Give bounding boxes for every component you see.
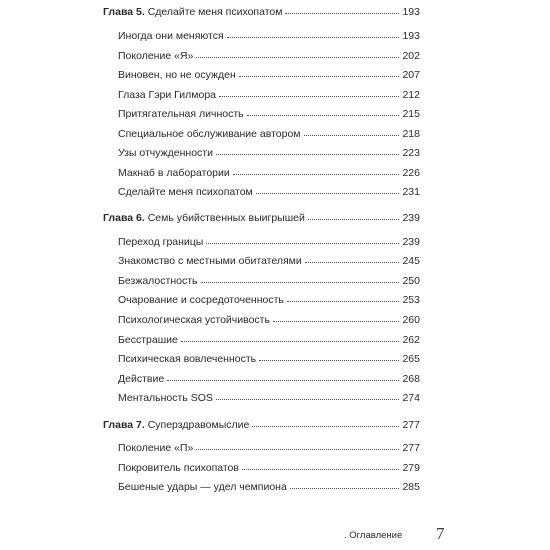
toc-section-entry (118, 461, 420, 475)
toc-section-entry (118, 235, 420, 249)
page-number: 218 (402, 128, 420, 140)
section-title: Глаза Гэри Гилмора (118, 89, 217, 101)
page-number: 245 (402, 255, 420, 267)
page-number: 265 (402, 353, 420, 365)
page-number: 279 (402, 462, 420, 474)
section-title: Действие (118, 373, 165, 385)
dot-leader (206, 240, 399, 244)
page-number: 231 (402, 186, 420, 198)
page-number: 226 (402, 167, 420, 179)
dot-leader (196, 446, 399, 450)
page-number: 215 (402, 108, 420, 120)
page-number: 250 (402, 275, 420, 287)
section-title: Очарование и сосредоточенность (118, 294, 284, 306)
page-number: 285 (402, 481, 420, 493)
section-title: Психологическая устойчивость (118, 314, 270, 326)
toc-section-entry (118, 146, 420, 160)
page-folio: 7 (436, 524, 445, 543)
section-title: Покровитель психопатов (118, 462, 239, 474)
toc-section-entry (118, 480, 420, 494)
toc-section-entry (118, 391, 420, 405)
section-title: Притягательная личность (118, 108, 244, 120)
page-number: 193 (402, 6, 420, 18)
dot-leader (227, 34, 400, 38)
dot-leader (167, 377, 399, 381)
page-number: 268 (402, 373, 420, 385)
toc-section-entry (118, 185, 420, 199)
toc-section-entry (118, 313, 420, 327)
toc-section-entry (118, 293, 420, 307)
toc-section-entry (118, 88, 420, 102)
section-title: Знакомство с местными обитателями (118, 255, 302, 267)
section-title: Ментальность SOS (118, 392, 213, 404)
running-footer-label: . Оглавление (344, 530, 403, 541)
chapter-name: Семь убийственных выигрышей (147, 212, 305, 224)
dot-leader (273, 318, 400, 322)
section-title: Макнаб в лаборатории (118, 167, 230, 179)
dot-leader (252, 423, 399, 427)
dot-leader (256, 190, 400, 194)
page-number: 262 (402, 334, 420, 346)
page-number: 277 (402, 442, 420, 454)
section-title: Сделайте меня психопатом (118, 186, 253, 198)
section-title: Безжалостность (118, 275, 198, 287)
page-number: 239 (402, 212, 420, 224)
section-title: Узы отчужденности (118, 147, 213, 159)
dot-leader (259, 357, 399, 361)
page-number: 212 (402, 89, 420, 101)
dot-leader (290, 485, 400, 489)
section-title: Виновен, но не осужден (118, 69, 236, 81)
chapter-name: Суперздравомыслие (147, 419, 250, 431)
toc-section-entry (118, 29, 420, 43)
page-number: 223 (402, 147, 420, 159)
page-number: 239 (402, 236, 420, 248)
toc-section-entry (118, 274, 420, 288)
dot-leader (216, 151, 400, 155)
page-number: 202 (402, 50, 420, 62)
dot-leader (242, 466, 399, 470)
chapter-title (103, 418, 249, 432)
chapter-title (103, 211, 305, 225)
dot-leader (196, 54, 399, 58)
dot-leader (233, 171, 400, 175)
page-number: 274 (402, 392, 420, 404)
toc-section-entry (118, 441, 420, 455)
toc-section-entry (118, 254, 420, 268)
dot-leader (239, 73, 400, 77)
section-title: Переход границы (118, 236, 204, 248)
section-title: Психическая вовлеченность (118, 353, 257, 365)
dot-leader (181, 338, 400, 342)
section-title: Поколение «П» (118, 442, 194, 454)
section-title: Специальное обслуживание автором (118, 128, 301, 140)
page-number: 260 (402, 314, 420, 326)
dot-leader (304, 132, 400, 136)
page-number: 277 (402, 419, 420, 431)
toc-section-entry (118, 333, 420, 347)
toc-chapter-entry (103, 418, 420, 432)
dot-leader (247, 112, 400, 116)
page-number: 207 (402, 69, 420, 81)
chapter-name: Сделайте меня психопатом (147, 6, 283, 18)
section-title: Поколение «Я» (118, 50, 194, 62)
toc-section-entry (118, 127, 420, 141)
toc-section-entry (118, 68, 420, 82)
toc-chapter-entry (103, 211, 420, 225)
dot-leader (216, 396, 400, 400)
dot-leader (287, 298, 400, 302)
dot-leader (308, 216, 400, 220)
page-number: 193 (402, 30, 420, 42)
section-title: Иногда они меняются (118, 30, 224, 42)
dot-leader (285, 10, 399, 14)
chapter-number: Глава 5. (103, 6, 145, 18)
dot-leader (201, 279, 400, 283)
page-number: 253 (402, 294, 420, 306)
toc-section-entry (118, 49, 420, 63)
toc-section-entry (118, 372, 420, 386)
toc-section-entry (118, 107, 420, 121)
section-title: Бесстрашие (118, 334, 178, 346)
dot-leader (305, 259, 400, 263)
section-title: Бешеные удары — удел чемпиона (118, 481, 287, 493)
chapter-number: Глава 6. (103, 212, 145, 224)
toc-section-entry (118, 166, 420, 180)
chapter-title (103, 5, 282, 19)
chapter-number: Глава 7. (103, 419, 145, 431)
toc-section-entry (118, 352, 420, 366)
toc-chapter-entry (103, 5, 420, 19)
dot-leader (219, 93, 399, 97)
